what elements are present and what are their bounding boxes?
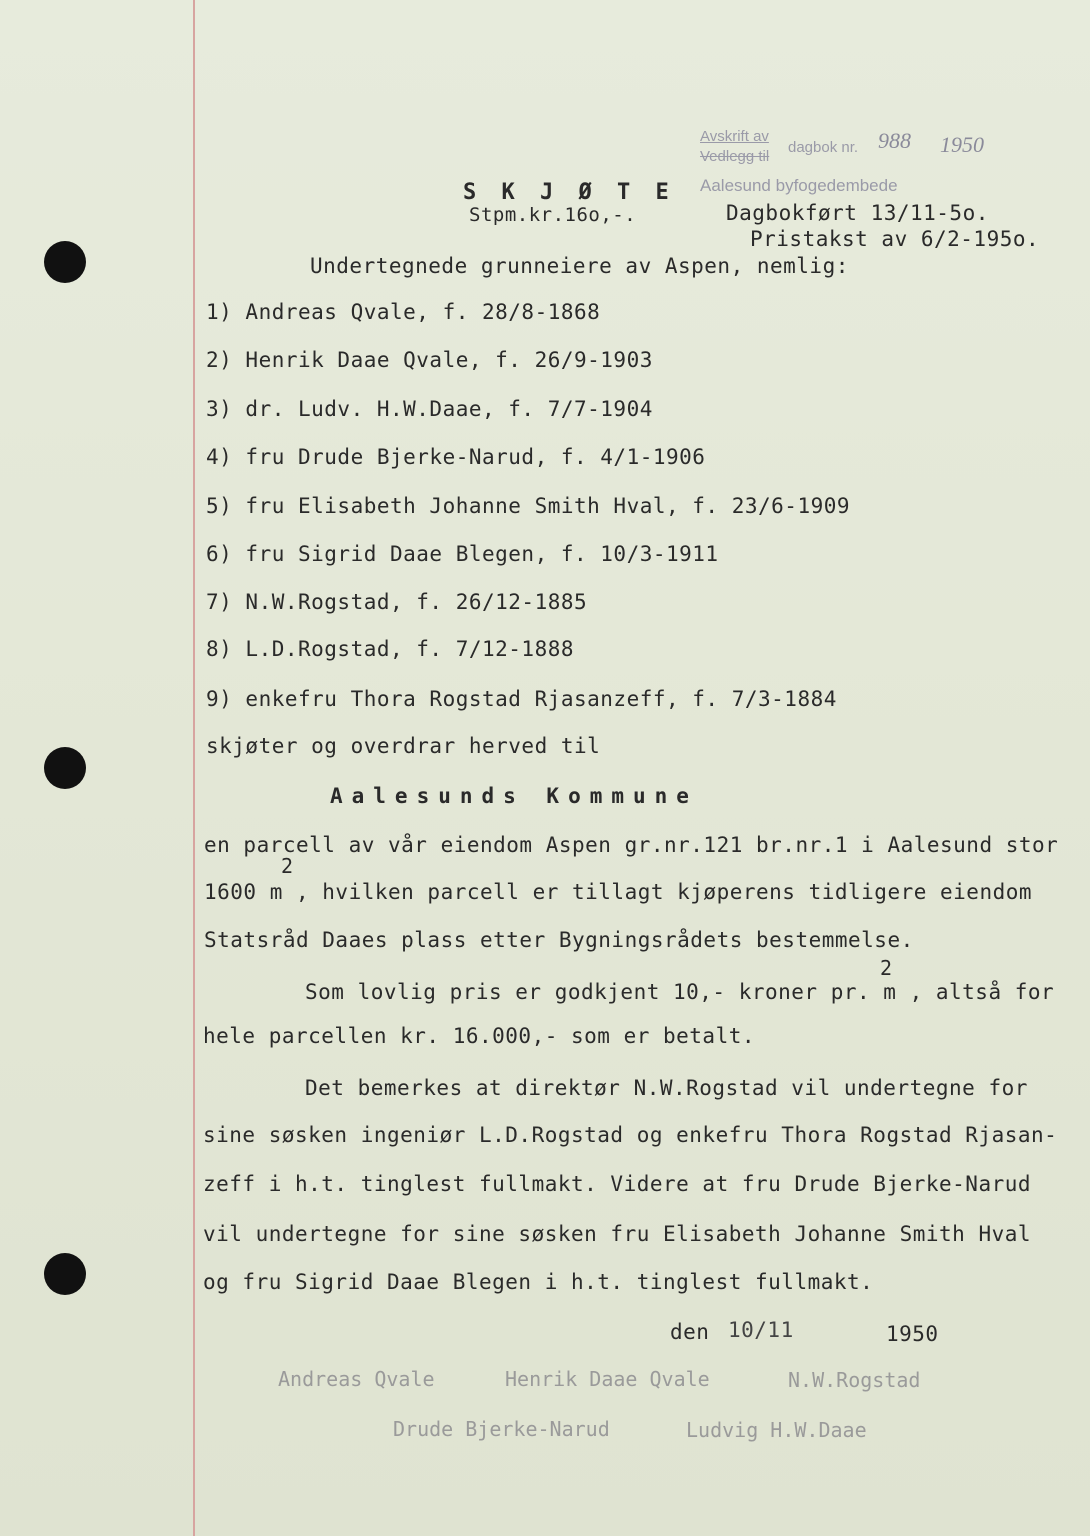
body-line: og fru Sigrid Daae Blegen i h.t. tinglest fullmakt. (203, 1270, 874, 1294)
body-line: hele parcellen kr. 16.000,- som er betalt. (203, 1024, 756, 1048)
date-year: 1950 (886, 1322, 939, 1346)
superscript-2: 2 (281, 854, 294, 878)
owner-item: 6) fru Sigrid Daae Blegen, f. 10/3-1911 (206, 542, 719, 566)
transfer-line: skjøter og overdrar herved til (206, 734, 601, 758)
price-tax-note: Pristakst av 6/2-195o. (750, 227, 1040, 251)
signature-andreas-qvale: Andreas Qvale (278, 1367, 435, 1391)
signature-ludvig-daae: Ludvig H.W.Daae (686, 1418, 867, 1442)
owner-item: 3) dr. Ludv. H.W.Daae, f. 7/7-1904 (206, 397, 653, 421)
body-line: 1600 m , hvilken parcell er tillagt kjøperens tidligere eiendom (204, 880, 1033, 904)
punch-hole (44, 241, 86, 283)
stamp-line-dagbok: dagbok nr. (788, 139, 859, 156)
owner-item: 2) Henrik Daae Qvale, f. 26/9-1903 (206, 348, 653, 372)
body-line: vil undertegne for sine søsken fru Elisabeth Johanne Smith Hval (203, 1222, 1032, 1246)
superscript-2: 2 (880, 956, 893, 980)
owner-item: 1) Andreas Qvale, f. 28/8-1868 (206, 300, 601, 324)
stamp-line-vedlegg: Vedlegg til (700, 148, 770, 165)
stamp-line-avskrift: Avskrift av (700, 128, 769, 145)
margin-rule (193, 0, 195, 1536)
body-line: sine søsken ingeniør L.D.Rogstad og enkefru Thora Rogstad Rjasan- (203, 1123, 1058, 1147)
body-line: zeff i h.t. tinglest fullmakt. Videre at fru Drude Bjerke-Narud (203, 1172, 1032, 1196)
punch-hole (44, 747, 86, 789)
registered-note: Dagbokført 13/11-5o. (726, 201, 989, 225)
signature-henrik-daae-qvale: Henrik Daae Qvale (505, 1367, 710, 1391)
body-line: en parcell av vår eiendom Aspen gr.nr.121 br.nr.1 i Aalesund stor (204, 833, 1059, 857)
date-day: 10/11 (728, 1318, 794, 1342)
stamp-year: 1950 (940, 132, 984, 157)
stamp-number: 988 (878, 128, 911, 153)
document-title: S K J Ø T E (463, 180, 675, 205)
signature-drude-bjerke-narud: Drude Bjerke-Narud (393, 1417, 610, 1441)
owner-item: 7) N.W.Rogstad, f. 26/12-1885 (206, 590, 588, 614)
punch-hole (44, 1253, 86, 1295)
body-line: Det bemerkes at direktør N.W.Rogstad vil undertegne for (305, 1076, 1028, 1100)
owner-item: 9) enkefru Thora Rogstad Rjasanzeff, f. 7/3-1884 (206, 687, 837, 711)
body-line: Statsråd Daaes plass etter Bygningsrådets bestemmelse. (204, 928, 914, 952)
signature-nw-rogstad: N.W.Rogstad (788, 1368, 921, 1392)
owner-item: 8) L.D.Rogstad, f. 7/12-1888 (206, 637, 575, 661)
recipient-name: Aalesunds Kommune (330, 784, 698, 808)
stamp-fee: Stpm.kr.16o,-. (469, 204, 637, 226)
body-line: Som lovlig pris er godkjent 10,- kroner pr. m , altså for (305, 980, 1055, 1004)
intro-line: Undertegnede grunneiere av Aspen, nemlig: (310, 254, 849, 278)
date-prefix: den (670, 1320, 710, 1344)
owner-item: 5) fru Elisabeth Johanne Smith Hval, f. 23/6-1909 (206, 494, 851, 518)
stamp-line-office: Aalesund byfogedembede (700, 176, 898, 195)
owner-item: 4) fru Drude Bjerke-Narud, f. 4/1-1906 (206, 445, 706, 469)
